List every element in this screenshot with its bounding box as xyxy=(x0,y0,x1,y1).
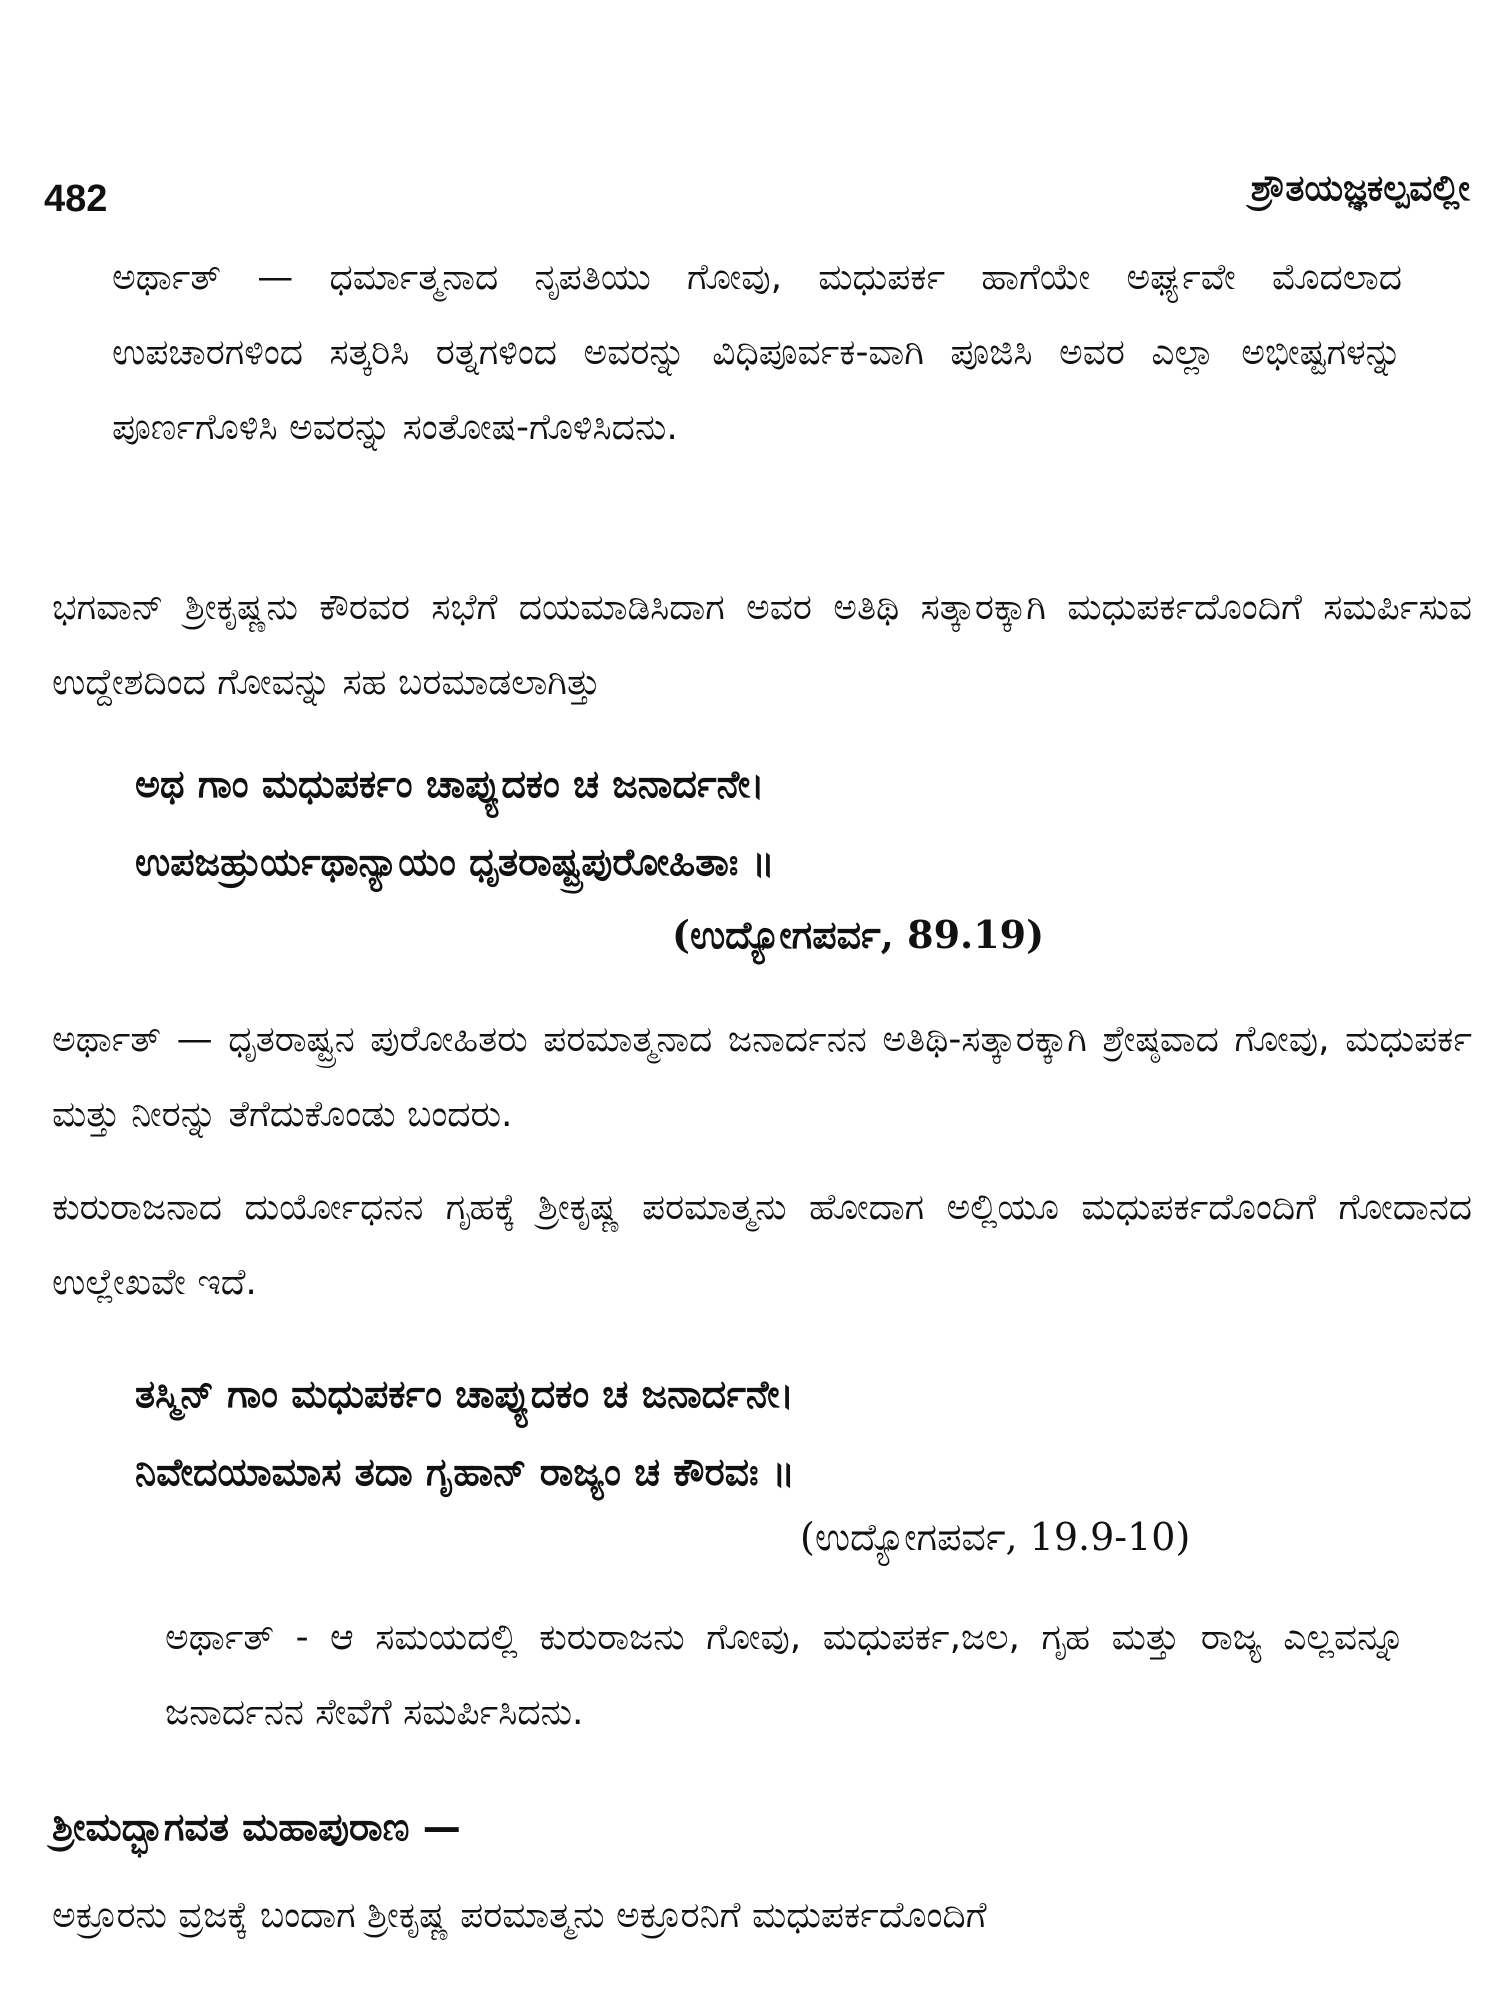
page-number: 482 xyxy=(44,178,108,220)
verse-2 xyxy=(135,1355,795,1511)
section-heading: ಶ್ರೀಮದ್ಭಾಗವತ ಮಹಾಪುರಾಣ — xyxy=(52,1805,461,1849)
running-title: ಶ್ರೌತಯಜ್ಞಕಲ್ಪವಲ್ಲೀ xyxy=(1250,168,1470,209)
verse-2-citation: (ಉದ್ಯೋಗಪರ್ವ, 19.9-10) xyxy=(800,1515,1191,1559)
paragraph-meaning-1: ಅರ್ಥಾತ್ — ಧರ್ಮಾತ್ಮನಾದ ನೃಪತಿಯು ಗೋವು, ಮಧುಪರ್ಕ ಹಾಗೆಯೇ ಅರ್ಘ್ಯವೇ ಮೊದಲಾದ ಉಪಚಾರಗಳಿಂದ ಸತ್ಕರಿಸಿ ರತ್ನಗಳಿಂದ ಅವರನ್ನು ವಿಧಿಪೂರ್ವಕ-ವಾಗಿ ಪೂಜಿಸಿ ಅವರ ಎಲ್ಲಾ ಅಭೀಷ್ಟಗಳನ್ನು ಪೂರ್ಣಗೊಳಿಸಿ ಅವರನ್ನು ಸಂತೋಷ-ಗೊಳಿಸಿದನು. xyxy=(112,257,1402,448)
verse-1-citation: (ಉದ್ಯೋಗಪರ್ವ, 89.19) xyxy=(672,912,1045,957)
paragraph-akrura: ಅಕ್ರೂರನು ವ್ರಜಕ್ಕೆ ಬಂದಾಗ ಶ್ರೀಕೃಷ್ಣ ಪರಮಾತ್ಮನು ಅಕ್ರೂರನಿಗೆ ಮಧುಪರ್ಕದೊಂದಿಗೆ xyxy=(52,1895,987,1936)
paragraph-meaning-3: ಅರ್ಥಾತ್ - ಆ ಸಮಯದಲ್ಲಿ ಕುರುರಾಜನು ಗೋವು, ಮಧುಪರ್ಕ,ಜಲ, ಗೃಹ ಮತ್ತು ರಾಜ್ಯ ಎಲ್ಲವನ್ನೂ ಜನಾರ್ದನನ ಸೇವೆಗೆ ಸಮರ್ಪಿಸಿದನು. xyxy=(165,1617,1405,1733)
paragraph-duryodhana-house: ಕುರುರಾಜನಾದ ದುರ್ಯೋಧನನ ಗೃಹಕ್ಕೆ ಶ್ರೀಕೃಷ್ಣ ಪರಮಾತ್ಮನು ಹೋದಾಗ ಅಲ್ಲಿಯೂ ಮಧುಪರ್ಕದೊಂದಿಗೆ ಗೋದಾನದ ಉಲ್ಲೇಖವೇ ಇದೆ. xyxy=(52,1187,1472,1303)
paragraph-krishna-court: ಭಗವಾನ್ ಶ್ರೀಕೃಷ್ಣನು ಕೌರವರ ಸಭೆಗೆ ದಯಮಾಡಿಸಿದಾಗ ಅವರ ಅತಿಥಿ ಸತ್ಕಾರಕ್ಕಾಗಿ ಮಧುಪರ್ಕದೊಂದಿಗೆ ಸಮರ್ಪಿಸುವ ಉದ್ದೇಶದಿಂದ ಗೋವನ್ನು ಸಹ ಬರಮಾಡಲಾಗಿತ್ತು xyxy=(52,587,1472,703)
verse-1-line-1: ಅಥ ಗಾಂ ಮಧುಪರ್ಕಂ ಚಾಪ್ಯುದಕಂ ಚ ಜನಾರ್ದನೇ। xyxy=(135,762,765,806)
verse-2-line-1: ತಸ್ಮಿನ್ ಗಾಂ ಮಧುಪರ್ಕಂ ಚಾಪ್ಯುದಕಂ ಚ ಜನಾರ್ದನೇ। xyxy=(135,1372,794,1416)
verse-1-line-2: ಉಪಜಹ್ರುರ್ಯಥಾನ್ಯಾಯಂ ಧೃತರಾಷ್ಟ್ರಪುರೋಹಿತಾಃ ॥ xyxy=(135,840,775,884)
verse-2-line-2: ನಿವೇದಯಾಮಾಸ ತದಾ ಗೃಹಾನ್ ರಾಜ್ಯಂ ಚ ಕೌರವಃ ॥ xyxy=(135,1450,795,1494)
verse-1 xyxy=(135,745,775,901)
paragraph-meaning-2: ಅರ್ಥಾತ್ — ಧೃತರಾಷ್ಟ್ರನ ಪುರೋಹಿತರು ಪರಮಾತ್ಮನಾದ ಜನಾರ್ದನನ ಅತಿಥಿ-ಸತ್ಕಾರಕ್ಕಾಗಿ ಶ್ರೇಷ್ಠವಾದ ಗೋವು, ಮಧುಪರ್ಕ ಮತ್ತು ನೀರನ್ನು ತೆಗೆದುಕೊಂಡು ಬಂದರು. xyxy=(52,1019,1472,1135)
